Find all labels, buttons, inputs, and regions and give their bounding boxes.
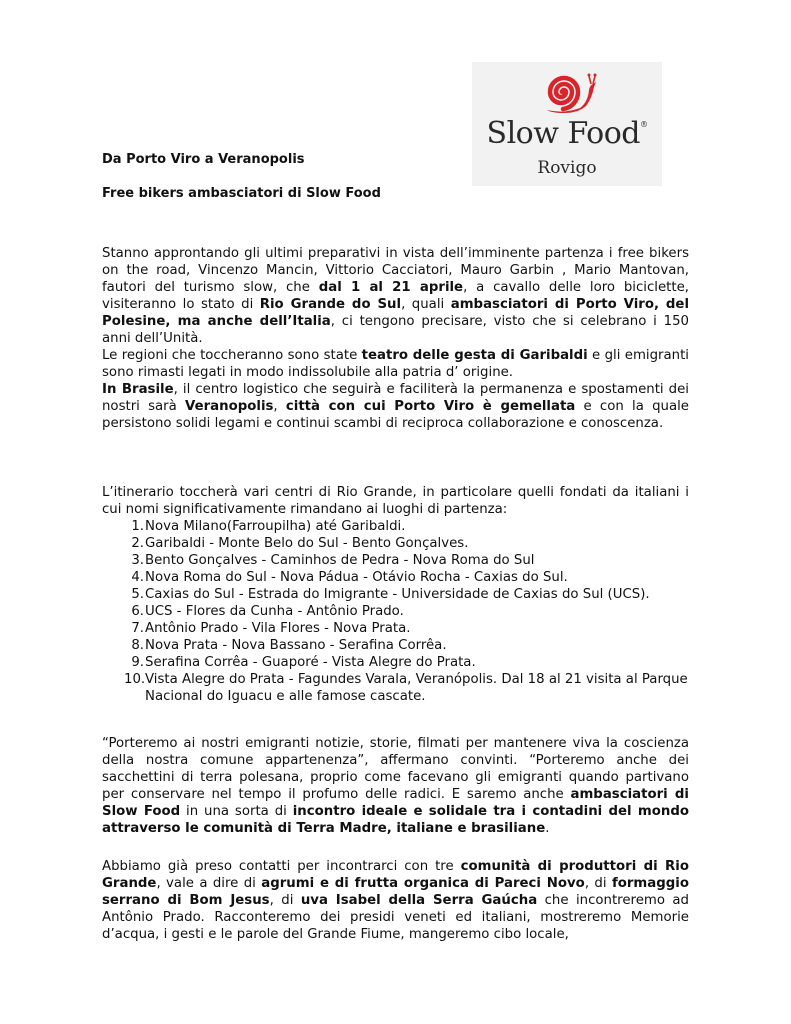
list-item: 10. Vista Alegre do Prata - Fagundes Varala, Veranópolis. Dal 18 al 21 visita al Parque Nacional do Iguacu e alle famose cascate. [124,672,688,704]
logo-city-name: Rovigo [537,158,597,178]
itinerary-intro-section [102,484,689,518]
slow-food-logo [472,62,662,186]
contacts-paragraph: Abbiamo già preso contatti per incontrarci con tre comunità di produttori di Rio Grande, vale a dire di agrumi e di frutta organica di Pareci Novo, di formaggio serrano di Bom Jesus, di uva Isabel della Serra Gaúcha che incontreremo ad Antônio Prado. Racconteremo dei presidi veneti ed italiani, mostreremo Memorie d’acqua, i gesti e le parole del Grande Fiume, mangeremo cibo locale, [102,859,689,942]
list-item: 2. Garibaldi - Monte Belo do Sul - Bento Gonçalves. [131,536,469,551]
intro-paragraph: Stanno approntando gli ultimi preparativi in vista dell’imminente partenza i free bikers on the road, Vincenzo Mancin, Vittorio Cacciatori, Mauro Garbin , Mario Mantovan, fautori del turismo slow, che dal 1 al 21 aprile, a cavallo delle loro biciclette, visiteranno lo stato di Rio Grande do Sul, quali ambasciatori di Porto Viro, del Polesine, ma anche dell’Italia, ci tengono precisare, visto che si celebrano i 150 anni dell’Unità. [102,246,690,346]
quote-paragraph: “Porteremo ai nostri emigranti notizie, storie, filmati per mantenere viva la coscienza della nostra comune appartenenza”, affermano convinti. “Porteremo anche dei sacchettini di terra polesana, proprio come facevano gli emigranti quando partivano per conservare nel tempo il profumo delle radici. E saremo anche ambasciatori di Slow Food in una sorta di incontro ideale e solidale tra i contadini del mondo attraverso le comunità di Terra Madre, italiane e brasiliane. [102,736,690,836]
list-item: 9. Serafina Corrêa - Guaporé - Vista Alegre do Prata. [131,655,476,670]
itinerary-list [102,518,689,705]
intro-section [102,245,689,432]
regions-paragraph: Le regioni che toccheranno sono state teatro delle gesta di Garibaldi e gli emigranti sono rimasti legati in modo indissolubile alla patria d’ origine. [102,348,689,380]
logo-brand-name: Slow Food® [486,116,648,151]
brasile-paragraph: In Brasile, il centro logistico che seguirà e faciliterà la permanenza e spostamenti dei nostri sarà Veranopolis, città con cui Porto Viro è gemellata e con la quale persistono solidi legami e continui scambi di reciproca collaborazione e conoscenza. [102,382,689,431]
snail-icon [534,68,600,116]
list-item: 8. Nova Prata - Nova Bassano - Serafina Corrêa. [131,638,447,653]
document-subtitle: Free bikers ambasciatori di Slow Food [102,186,381,201]
list-item: 5. Caxias do Sul - Estrada do Imigrante - Universidade de Caxias do Sul (UCS). [131,587,650,602]
itinerary-intro-paragraph: L’itinerario toccherà vari centri di Rio Grande, in particolare quelli fondati da italiani i cui nomi significativamente rimandano ai luoghi di partenza: [102,485,689,517]
contacts-section [102,858,689,943]
list-item: 7. Antônio Prado - Vila Flores - Nova Prata. [131,621,411,636]
document-title: Da Porto Viro a Veranopolis [102,152,305,167]
list-item: 6. UCS - Flores da Cunha - Antônio Prado. [131,604,404,619]
list-item: 3. Bento Gonçalves - Caminhos de Pedra - Nova Roma do Sul [131,553,535,568]
list-item: 4. Nova Roma do Sul - Nova Pádua - Otávio Rocha - Caxias do Sul. [131,570,568,585]
quote-section [102,735,689,837]
list-item: 1. Nova Milano(Farroupilha) até Garibaldi. [131,519,406,534]
